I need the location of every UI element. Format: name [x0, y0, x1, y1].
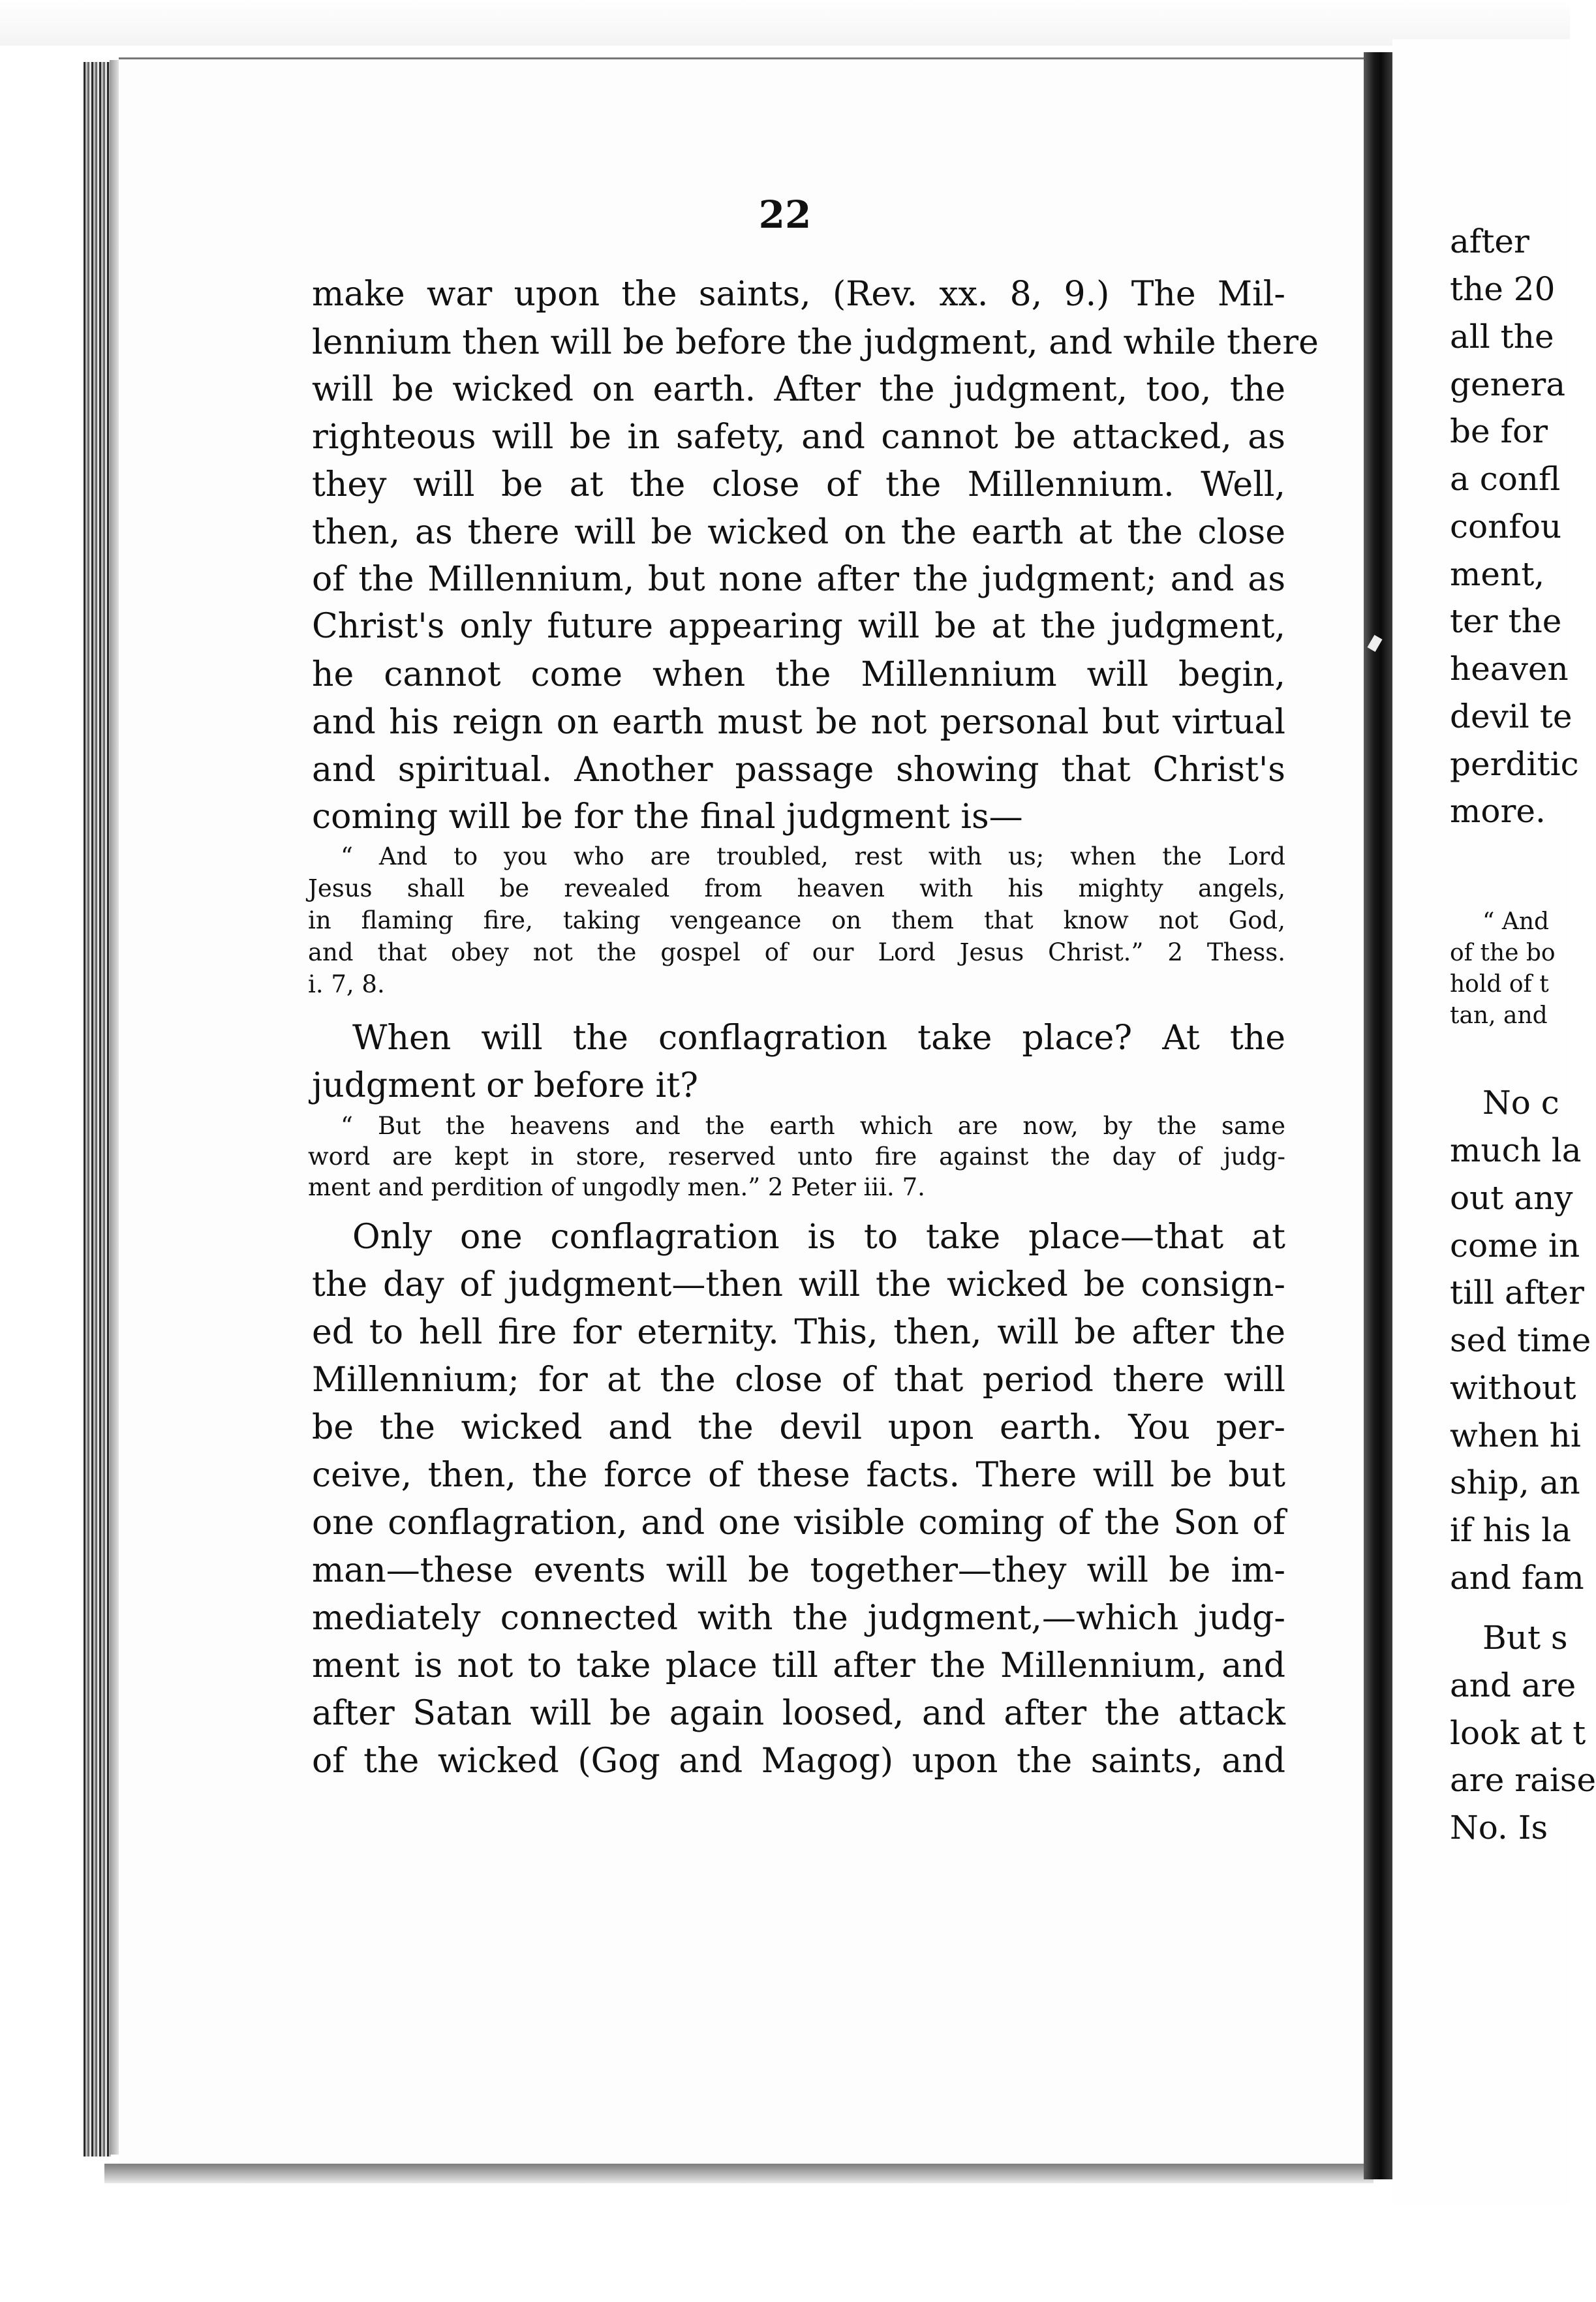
text-line: be the wicked and the devil upon earth. You per- [312, 1408, 1285, 1447]
right-page-line: all the [1450, 318, 1554, 356]
quote-line: “ And to you who are troubled, rest with us; when the Lord [341, 842, 1285, 870]
right-page-line: confou [1450, 508, 1562, 545]
text-line: he cannot come when the Millennium will begin, [312, 655, 1285, 694]
right-page-line: if his la [1450, 1511, 1571, 1549]
text-line: mediately connected with the judgment,—which judg- [312, 1599, 1285, 1638]
text-line: Millennium; for at the close of that period there will [312, 1360, 1285, 1400]
text-line: lennium then will be before the judgment, and while there [312, 323, 1319, 362]
right-page-line: But s [1482, 1619, 1568, 1657]
text-line: after Satan will be again loosed, and after the attack [312, 1694, 1285, 1733]
scan-top-border [0, 0, 1570, 46]
right-page-line: “ And [1482, 908, 1550, 935]
text-line: judgment or before it? [312, 1066, 699, 1105]
text-line: When will the conflagration take place? At the [352, 1019, 1285, 1058]
text-line: of the Millennium, but none after the judgment; and as [312, 560, 1285, 599]
right-page-line: and are [1450, 1666, 1576, 1704]
right-page-line: be for [1450, 412, 1548, 450]
right-page-line: genera [1450, 365, 1566, 403]
right-page-line: look at t [1450, 1714, 1586, 1752]
right-page-line: of the bo [1450, 940, 1556, 966]
text-line: ceive, then, the force of these facts. There will be but [312, 1456, 1285, 1495]
right-page-line: much la [1450, 1131, 1582, 1169]
quote-line: word are kept in store, reserved unto fire against the day of judg- [308, 1143, 1285, 1171]
right-page-line: sed time [1450, 1321, 1591, 1359]
right-page-line: ship, an [1450, 1464, 1580, 1501]
right-page-line: out any [1450, 1179, 1573, 1217]
right-page-line: come in [1450, 1227, 1580, 1265]
right-page-line: when hi [1450, 1417, 1581, 1454]
right-page-line: without [1450, 1369, 1576, 1407]
right-page-line: till after [1450, 1274, 1584, 1312]
right-page-line: ter the [1450, 602, 1562, 640]
text-line: they will be at the close of the Millennium. Well, [312, 465, 1285, 504]
book-page-edges [84, 62, 111, 2156]
text-line: Christ's only future appearing will be at the judgment, [312, 607, 1285, 646]
text-line: the day of judgment—then will the wicked be consign- [312, 1265, 1285, 1304]
right-page-line: are raise [1450, 1761, 1596, 1799]
text-line: Only one conflagration is to take place—that at [352, 1218, 1285, 1257]
right-page-line: No. Is [1450, 1809, 1548, 1847]
right-page-line: after [1450, 223, 1529, 260]
right-page-line: a confl [1450, 460, 1561, 498]
right-page-line: perditic [1450, 745, 1579, 783]
text-line: coming will be for the final judgment is— [312, 797, 1023, 836]
text-line: of the wicked (Gog and Magog) upon the saints, and [312, 1742, 1285, 1781]
book-spine-gutter [1364, 52, 1392, 2179]
text-line: ed to hell fire for eternity. This, then, will be after the [312, 1313, 1285, 1352]
book-page-right [1392, 39, 1596, 2205]
quote-line: ment and perdition of ungodly men.” 2 Peter iii. 7. [308, 1173, 925, 1201]
text-line: then, as there will be wicked on the earth at the close [312, 513, 1285, 552]
quote-line: “ But the heavens and the earth which are now, by the same [341, 1112, 1285, 1140]
right-page-line: more. [1450, 792, 1546, 830]
quote-line: and that obey not the gospel of our Lord Jesus Christ.” 2 Thess. [308, 938, 1285, 966]
text-line: righteous will be in safety, and cannot be attacked, as [312, 418, 1285, 457]
right-page-line: tan, and [1450, 1002, 1548, 1029]
text-line: ment is not to take place till after the Millennium, and [312, 1646, 1285, 1685]
text-line: one conflagration, and one visible coming of the Son of [312, 1503, 1285, 1542]
right-page-line: ment, [1450, 555, 1545, 593]
text-line: man—these events will be together—they will be im- [312, 1551, 1285, 1590]
quote-line: in flaming fire, taking vengeance on them that know not God, [308, 906, 1285, 934]
right-page-line: the 20 [1450, 270, 1556, 308]
right-page-line: devil te [1450, 698, 1573, 735]
right-page-line: heaven [1450, 650, 1569, 688]
right-page-line: and fam [1450, 1559, 1584, 1597]
text-line: and spiritual. Another passage showing that Christ's [312, 750, 1285, 790]
quote-line: Jesus shall be revealed from heaven with his mighty angels, [308, 874, 1285, 902]
text-line: make war upon the saints, (Rev. xx. 8, 9.) The Mil- [312, 275, 1285, 314]
quote-line: i. 7, 8. [308, 970, 385, 998]
page-number: 22 [758, 192, 812, 237]
right-page-line: hold of t [1450, 971, 1549, 998]
right-page-line: No c [1482, 1084, 1559, 1122]
text-line: and his reign on earth must be not personal but virtual [312, 703, 1285, 742]
page-bottom-edge [104, 2164, 1373, 2183]
text-line: will be wicked on earth. After the judgment, too, the [312, 370, 1285, 409]
